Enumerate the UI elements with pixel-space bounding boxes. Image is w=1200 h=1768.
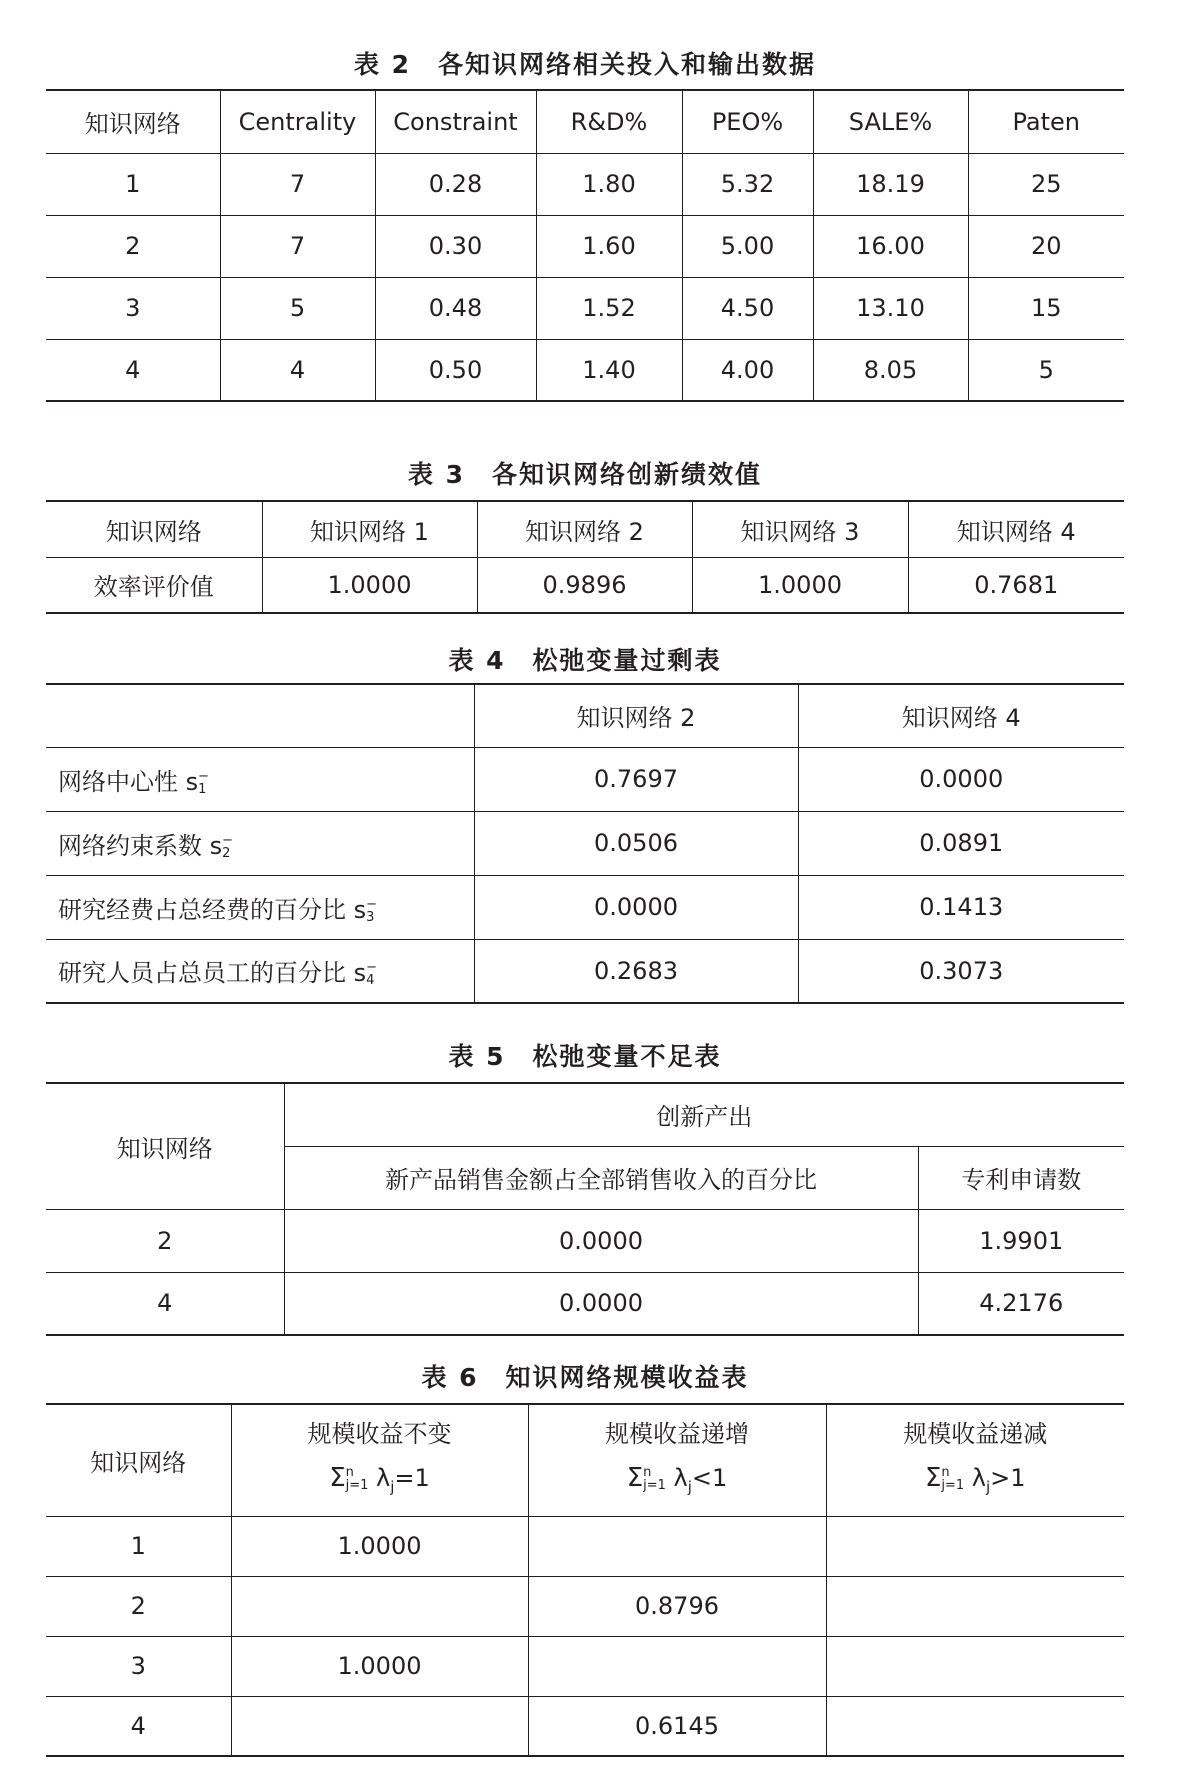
table3 bbox=[46, 500, 1124, 614]
returns-formula: Σ n j=1 $\lambda_j>1$ bbox=[924, 1462, 1026, 1496]
table-row bbox=[46, 1636, 1124, 1696]
table2-cell: 5 bbox=[220, 277, 375, 339]
table2-cell: 4.50 bbox=[682, 277, 813, 339]
table2-cell: 20 bbox=[968, 215, 1124, 277]
table6-cell bbox=[528, 1516, 826, 1576]
table2-cell: 4 bbox=[220, 339, 375, 401]
table6-header-title: 规模收益不变 bbox=[307, 1419, 452, 1448]
table2-header: R&D% bbox=[536, 90, 682, 153]
table4-cell: 0.2683 bbox=[474, 939, 798, 1003]
table4-caption: 表 4 松弛变量过剩表 bbox=[448, 646, 722, 675]
table6-header-title: 规模收益递减 bbox=[903, 1419, 1048, 1448]
table5-cell: 0.0000 bbox=[284, 1272, 918, 1335]
table5-subheader: 专利申请数 bbox=[918, 1146, 1124, 1209]
table4-cell: 0.3073 bbox=[798, 939, 1124, 1003]
table-row bbox=[46, 153, 1124, 215]
table4-header-row bbox=[46, 684, 1124, 747]
table5 bbox=[46, 1082, 1124, 1336]
table6-cell bbox=[826, 1696, 1124, 1756]
table2-cell: 0.48 bbox=[375, 277, 536, 339]
returns-formula: Σ n j=1 $\lambda_j=1$ bbox=[329, 1462, 430, 1496]
table2-cell: 1.40 bbox=[536, 339, 682, 401]
table4-cell: 0.7697 bbox=[474, 747, 798, 811]
table5-cell: 1.9901 bbox=[918, 1209, 1124, 1272]
slack-symbol: s − 2 bbox=[209, 831, 234, 861]
table2-cell: 3 bbox=[46, 277, 220, 339]
table2-cell: 18.19 bbox=[813, 153, 968, 215]
table2 bbox=[46, 89, 1124, 402]
table4-cell: 0.0000 bbox=[474, 875, 798, 939]
table5-cell: 2 bbox=[46, 1209, 284, 1272]
table4-cell: 0.1413 bbox=[798, 875, 1124, 939]
table4-row-label bbox=[46, 939, 474, 1003]
row-label-text: 网络约束系数 bbox=[58, 831, 202, 860]
table5-row-header: 知识网络 bbox=[116, 1134, 213, 1163]
table2-header: Paten bbox=[968, 90, 1124, 153]
table2-cell: 1.60 bbox=[536, 215, 682, 277]
table3-cell: 效率评价值 bbox=[46, 557, 262, 613]
table6-cell bbox=[826, 1576, 1124, 1636]
table4-cell: 0.0000 bbox=[798, 747, 1124, 811]
table2-header: Centrality bbox=[220, 90, 375, 153]
table-row bbox=[46, 811, 1124, 875]
table4-row-label bbox=[46, 747, 474, 811]
table3-cell: 1.0000 bbox=[692, 557, 908, 613]
table2-cell: 2 bbox=[46, 215, 220, 277]
table2-cell: 1.52 bbox=[536, 277, 682, 339]
slack-symbol: s − 3 bbox=[353, 895, 378, 925]
table2-cell: 25 bbox=[968, 153, 1124, 215]
table2-cell: 15 bbox=[968, 277, 1124, 339]
table2-cell: 5.00 bbox=[682, 215, 813, 277]
table6-cell: 1.0000 bbox=[231, 1636, 528, 1696]
table6-cell: 0.6145 bbox=[528, 1696, 826, 1756]
table6-header-title: 规模收益递增 bbox=[605, 1419, 749, 1448]
table2-header: SALE% bbox=[813, 90, 968, 153]
table2-cell: 7 bbox=[220, 215, 375, 277]
table6-cell bbox=[231, 1576, 528, 1636]
table2-cell: 0.30 bbox=[375, 215, 536, 277]
table2-header: Constraint bbox=[375, 90, 536, 153]
returns-formula: Σ n j=1 $\lambda_j<1$ bbox=[626, 1462, 728, 1496]
table2-cell: 0.50 bbox=[375, 339, 536, 401]
table-row bbox=[46, 1272, 1124, 1335]
table6-row-header: 知识网络 bbox=[90, 1448, 187, 1477]
table2-cell: 4 bbox=[46, 339, 220, 401]
row-label-text: 研究人员占总员工的百分比 bbox=[58, 959, 346, 988]
slack-symbol: s − 1 bbox=[185, 767, 210, 797]
table2-cell: 1 bbox=[46, 153, 220, 215]
table4-cell: 0.0506 bbox=[474, 811, 798, 875]
table6-header-row bbox=[46, 1404, 1124, 1516]
table6-cell: 0.8796 bbox=[528, 1576, 826, 1636]
table-row bbox=[46, 1576, 1124, 1636]
table2-cell: 8.05 bbox=[813, 339, 968, 401]
table6-caption: 表 6 知识网络规模收益表 bbox=[421, 1363, 749, 1392]
table6 bbox=[46, 1403, 1124, 1757]
table3-cell: 0.7681 bbox=[908, 557, 1124, 613]
row-label-text: 研究经费占总经费的百分比 bbox=[58, 895, 346, 924]
table2-cell: 5.32 bbox=[682, 153, 813, 215]
table-row bbox=[46, 557, 1124, 613]
table6-cell: 2 bbox=[46, 1576, 231, 1636]
table-row bbox=[46, 1696, 1124, 1756]
table5-cell: 4 bbox=[46, 1272, 284, 1335]
table6-cell: 1.0000 bbox=[231, 1516, 528, 1576]
table-row bbox=[46, 875, 1124, 939]
table3-header: 知识网络 3 bbox=[692, 501, 908, 557]
table4-header: 知识网络 4 bbox=[798, 684, 1124, 747]
table3-header: 知识网络 bbox=[105, 517, 202, 546]
table3-header: 知识网络 4 bbox=[908, 501, 1124, 557]
table5-caption: 表 5 松弛变量不足表 bbox=[448, 1042, 722, 1071]
table5-cell: 4.2176 bbox=[918, 1272, 1124, 1335]
table4 bbox=[46, 683, 1124, 1004]
table6-cell: 1 bbox=[46, 1516, 231, 1576]
table2-header: 知识网络 bbox=[84, 110, 181, 139]
table-row bbox=[46, 1516, 1124, 1576]
table5-group-header: 创新产出 bbox=[284, 1083, 1124, 1146]
slack-symbol: s − 4 bbox=[353, 959, 378, 989]
table3-header: 知识网络 2 bbox=[477, 501, 692, 557]
table2-cell: 0.28 bbox=[375, 153, 536, 215]
table6-cell bbox=[528, 1636, 826, 1696]
table-row bbox=[46, 939, 1124, 1003]
table6-header bbox=[826, 1404, 1124, 1516]
table6-cell: 3 bbox=[46, 1636, 231, 1696]
table6-cell bbox=[826, 1636, 1124, 1696]
table-row bbox=[46, 339, 1124, 401]
table2-cell: 13.10 bbox=[813, 277, 968, 339]
table5-cell: 0.0000 bbox=[284, 1209, 918, 1272]
table6-header bbox=[231, 1404, 528, 1516]
table3-header: 知识网络 1 bbox=[262, 501, 477, 557]
table4-row-label bbox=[46, 811, 474, 875]
table-row bbox=[46, 747, 1124, 811]
table3-cell: 1.0000 bbox=[262, 557, 477, 613]
table2-header-row bbox=[46, 90, 1124, 153]
table2-cell: 4.00 bbox=[682, 339, 813, 401]
table2-cell: 7 bbox=[220, 153, 375, 215]
table6-cell bbox=[231, 1696, 528, 1756]
table5-header-row bbox=[46, 1083, 1124, 1146]
table4-header: 知识网络 2 bbox=[474, 684, 798, 747]
table4-row-label bbox=[46, 875, 474, 939]
table4-header bbox=[46, 684, 474, 747]
table2-header: PEO% bbox=[682, 90, 813, 153]
table-row bbox=[46, 1209, 1124, 1272]
table4-cell: 0.0891 bbox=[798, 811, 1124, 875]
table2-cell: 16.00 bbox=[813, 215, 968, 277]
table-row bbox=[46, 215, 1124, 277]
table2-caption: 表 2 各知识网络相关投入和输出数据 bbox=[353, 50, 817, 79]
table2-cell: 5 bbox=[968, 339, 1124, 401]
row-label-text: 网络中心性 bbox=[58, 767, 178, 796]
table5-subheader: 新产品销售金额占全部销售收入的百分比 bbox=[284, 1146, 918, 1209]
table6-header bbox=[528, 1404, 826, 1516]
table6-cell: 4 bbox=[46, 1696, 231, 1756]
table-row bbox=[46, 277, 1124, 339]
table6-cell bbox=[826, 1516, 1124, 1576]
table3-header-row bbox=[46, 501, 1124, 557]
table3-caption: 表 3 各知识网络创新绩效值 bbox=[407, 460, 763, 489]
table2-cell: 1.80 bbox=[536, 153, 682, 215]
table3-cell: 0.9896 bbox=[477, 557, 692, 613]
